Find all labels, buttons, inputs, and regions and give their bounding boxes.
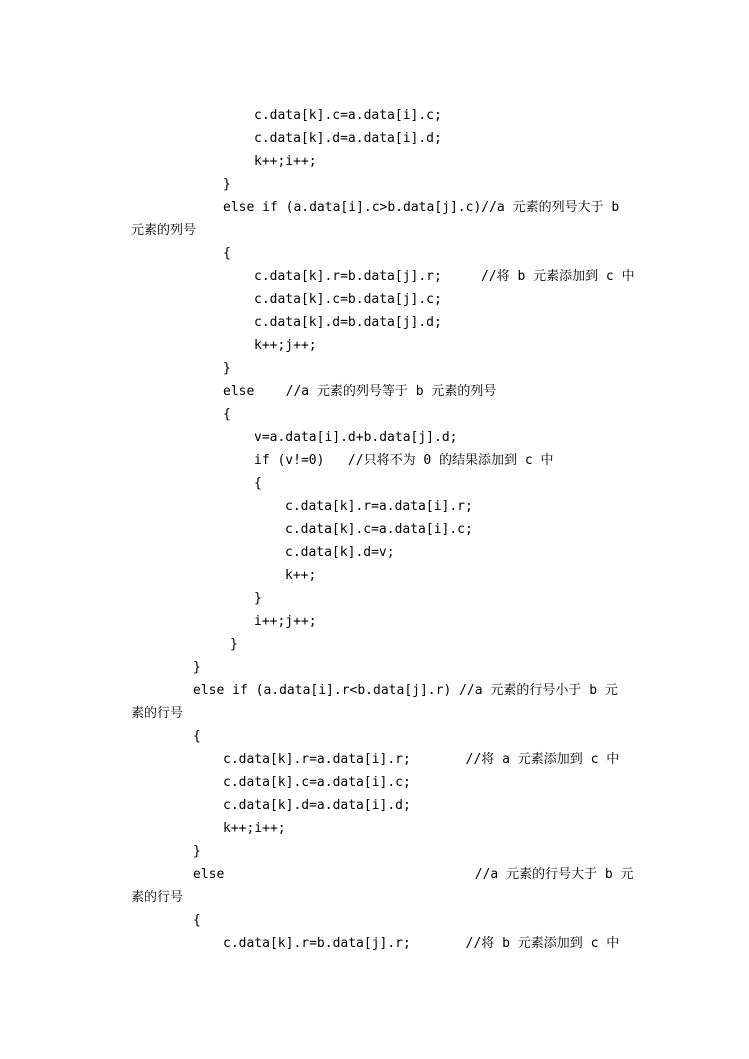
code-line: c.data[k].d=v; [285,545,395,560]
code-line: i++;j++; [254,614,317,629]
code-line: k++;i++; [223,821,286,836]
code-line: if (v!=0) //只将不为 0 的结果添加到 c 中 [254,453,554,468]
code-line: } [254,591,262,606]
code-line: { [223,407,231,422]
code-line: else if (a.data[i].c>b.data[j].c)//a 元素的列号大于 b [223,200,620,215]
code-line: } [193,844,201,859]
code-line: else //a 元素的列号等于 b 元素的列号 [223,384,497,399]
code-line: 元素的列号 [131,223,197,238]
code-line: c.data[k].d=a.data[i].d; [254,131,442,146]
code-line: v=a.data[i].d+b.data[j].d; [254,430,458,445]
code-line: } [230,637,238,652]
code-line: } [193,660,201,675]
code-line: c.data[k].c=a.data[i].c; [223,775,411,790]
code-line: else if (a.data[i].r<b.data[j].r) //a 元素的行号小于 b 元 [193,683,618,698]
code-line: c.data[k].d=a.data[i].d; [223,798,411,813]
code-line: k++;i++; [254,154,317,169]
code-line: k++;j++; [254,338,317,353]
code-line: else //a 元素的行号大于 b 元 [193,867,634,882]
code-line: } [223,361,231,376]
code-line: 素的行号 [131,706,184,721]
code-line: c.data[k].d=b.data[j].d; [254,315,442,330]
code-line: c.data[k].r=b.data[j].r; //将 b 元素添加到 c 中 [223,936,620,951]
code-line: 素的行号 [131,890,184,905]
code-line: { [223,246,231,261]
code-line: c.data[k].r=b.data[j].r; //将 b 元素添加到 c 中 [254,269,635,284]
code-line: c.data[k].r=a.data[i].r; [285,499,473,514]
code-line: { [254,476,262,491]
code-line: c.data[k].c=a.data[i].c; [254,108,442,123]
code-line: { [193,913,201,928]
code-line: c.data[k].c=a.data[i].c; [285,522,473,537]
code-line: { [193,729,201,744]
code-line: k++; [285,568,317,583]
code-line: c.data[k].c=b.data[j].c; [254,292,442,307]
code-line: } [223,177,231,192]
code-line: c.data[k].r=a.data[i].r; //将 a 元素添加到 c 中 [223,752,620,767]
